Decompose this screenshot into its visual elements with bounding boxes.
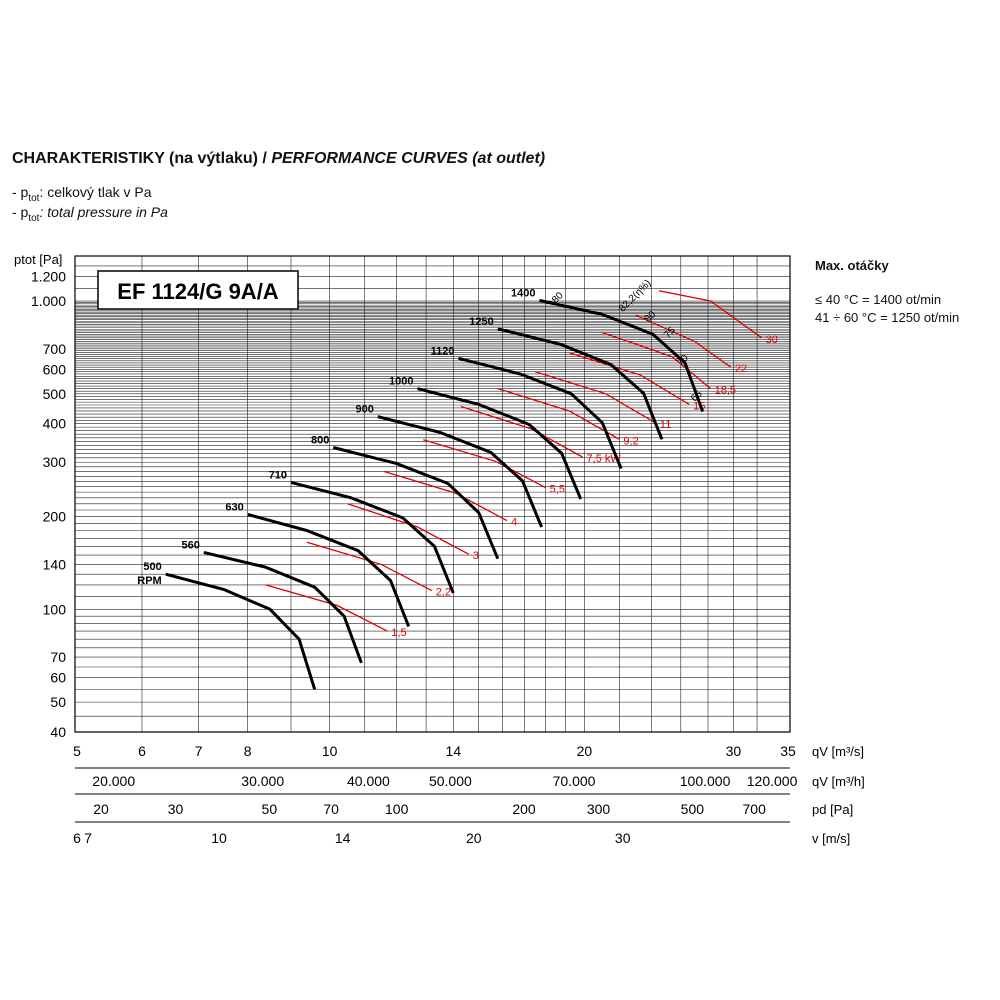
rpm-label: 500	[143, 561, 162, 574]
x-axis-label: qV [m³/s]	[812, 744, 865, 759]
x-axis-label: pd [Pa]	[812, 802, 854, 817]
x-tick-label: 100	[385, 801, 409, 817]
x-tick-label: 20	[576, 743, 593, 759]
x-axis-label: qV [m³/h]	[812, 774, 865, 789]
legend-note-cz: - $p_{tot}$: celkový tlak v Pa	[12, 184, 152, 204]
grid	[75, 256, 790, 732]
y-tick-label: 100	[42, 601, 66, 618]
y-tick-label: 70	[50, 649, 66, 666]
rpm-unit-label: RPM	[137, 575, 162, 588]
y-tick-label: 40	[50, 724, 66, 740]
speed-curve	[291, 482, 453, 593]
y-tick-label: 700	[42, 340, 66, 357]
x-tick-label: 6	[73, 830, 81, 846]
x-tick-label: 7	[84, 830, 92, 846]
power-label: 9,2	[623, 435, 639, 448]
power-label: 3	[472, 550, 479, 563]
rpm-label: 1000	[389, 375, 414, 388]
y-tick-label: 140	[42, 556, 66, 573]
x-tick-label: 300	[586, 801, 611, 817]
power-label: 2,2	[435, 586, 451, 599]
rpm-label: 630	[225, 501, 244, 514]
x-tick-label: 10	[211, 830, 227, 846]
y-tick-label: 60	[50, 669, 66, 686]
x-tick-label: 7	[194, 743, 203, 759]
y-tick-label: 1.000	[30, 293, 66, 310]
speed-curves	[137, 287, 702, 689]
y-tick-label: 300	[42, 454, 66, 471]
x-tick-label: 35	[780, 743, 796, 759]
x-tick-label: 30.000	[241, 773, 285, 789]
x-tick-label: 50.000	[428, 773, 472, 789]
power-label: 1,5	[391, 627, 407, 640]
efficiency-label: 75	[662, 325, 678, 341]
y-tick-label: 400	[42, 415, 66, 432]
x-tick-label: 120.000	[746, 773, 798, 789]
efficiency-label: 80	[642, 309, 659, 325]
x-tick-label: 70.000	[552, 773, 596, 789]
efficiency-label: 65	[688, 388, 705, 405]
legend-note-en: - $p_{tot}$: total pressure in Pa	[12, 204, 168, 224]
efficiency-label: 70	[675, 352, 691, 369]
rpm-label: 800	[310, 434, 330, 447]
power-label: 30	[765, 333, 778, 346]
power-label: 4	[510, 516, 518, 529]
power-label: 15	[693, 400, 706, 413]
x-axis-label: v [m/s]	[812, 831, 851, 846]
power-curve	[384, 472, 507, 521]
x-tick-label: 700	[742, 801, 766, 817]
y-axis-label: ptot [Pa]	[14, 252, 63, 267]
speed-curve	[166, 574, 315, 689]
title-cz: CHARAKTERISTIKY (na výtlaku) /	[12, 150, 267, 167]
x-tick-label: 20.000	[92, 773, 136, 789]
power-label: 11	[659, 419, 672, 432]
rpm-label: 1250	[469, 315, 494, 328]
speed-curve	[378, 417, 542, 527]
x-tick-label: 20	[465, 830, 482, 846]
y-tick-label: 50	[50, 694, 66, 711]
x-tick-label: 8	[243, 743, 252, 759]
max-speed-line1: ≤ 40 °C = 1400 ot/min	[815, 292, 942, 307]
power-label: 22	[734, 363, 748, 376]
x-tick-label: 30	[167, 801, 184, 817]
speed-curve	[204, 552, 362, 663]
efficiency-label: 80	[550, 290, 566, 306]
model-label: EF 1124/G 9A/A	[117, 279, 279, 304]
x-tick-label: 50	[261, 801, 278, 817]
x-tick-label: 14	[334, 830, 351, 846]
rpm-label: 560	[181, 539, 200, 552]
power-label: 7,5 kW	[586, 452, 621, 465]
max-speed-line2: 41 ÷ 60 °C = 1250 ot/min	[815, 310, 960, 325]
title-en: PERFORMANCE CURVES (at outlet)	[271, 150, 546, 167]
rpm-label: 900	[355, 403, 374, 416]
rpm-label: 1400	[511, 287, 536, 300]
x-tick-label: 70	[323, 801, 339, 817]
x-tick-label: 500	[680, 801, 705, 817]
x-tick-label: 30	[725, 743, 742, 759]
x-tick-label: 6	[138, 743, 146, 759]
model-label-box	[98, 271, 298, 309]
power-label: 18,5	[714, 384, 737, 397]
power-curve	[307, 542, 432, 590]
max-speed-heading: Max. otáčky	[815, 258, 889, 273]
x-tick-label: 14	[445, 743, 462, 759]
efficiency-label: 82,2(η%)	[617, 277, 654, 315]
x-tick-label: 40.000	[346, 773, 390, 789]
y-tick-label: 600	[42, 361, 66, 378]
rpm-label: 710	[268, 469, 287, 482]
x-tick-label: 200	[512, 801, 536, 817]
x-tick-label: 10	[321, 743, 338, 759]
rpm-label: 1120	[430, 345, 455, 358]
x-tick-label: 100.000	[679, 773, 731, 789]
x-tick-label: 20	[93, 801, 109, 817]
y-tick-label: 200	[42, 508, 66, 525]
x-tick-label: 30	[614, 830, 631, 846]
y-tick-label: 1.200	[30, 268, 66, 285]
x-tick-label: 5	[73, 743, 81, 759]
power-label: 5,5	[549, 483, 565, 496]
y-tick-label: 500	[42, 385, 66, 402]
